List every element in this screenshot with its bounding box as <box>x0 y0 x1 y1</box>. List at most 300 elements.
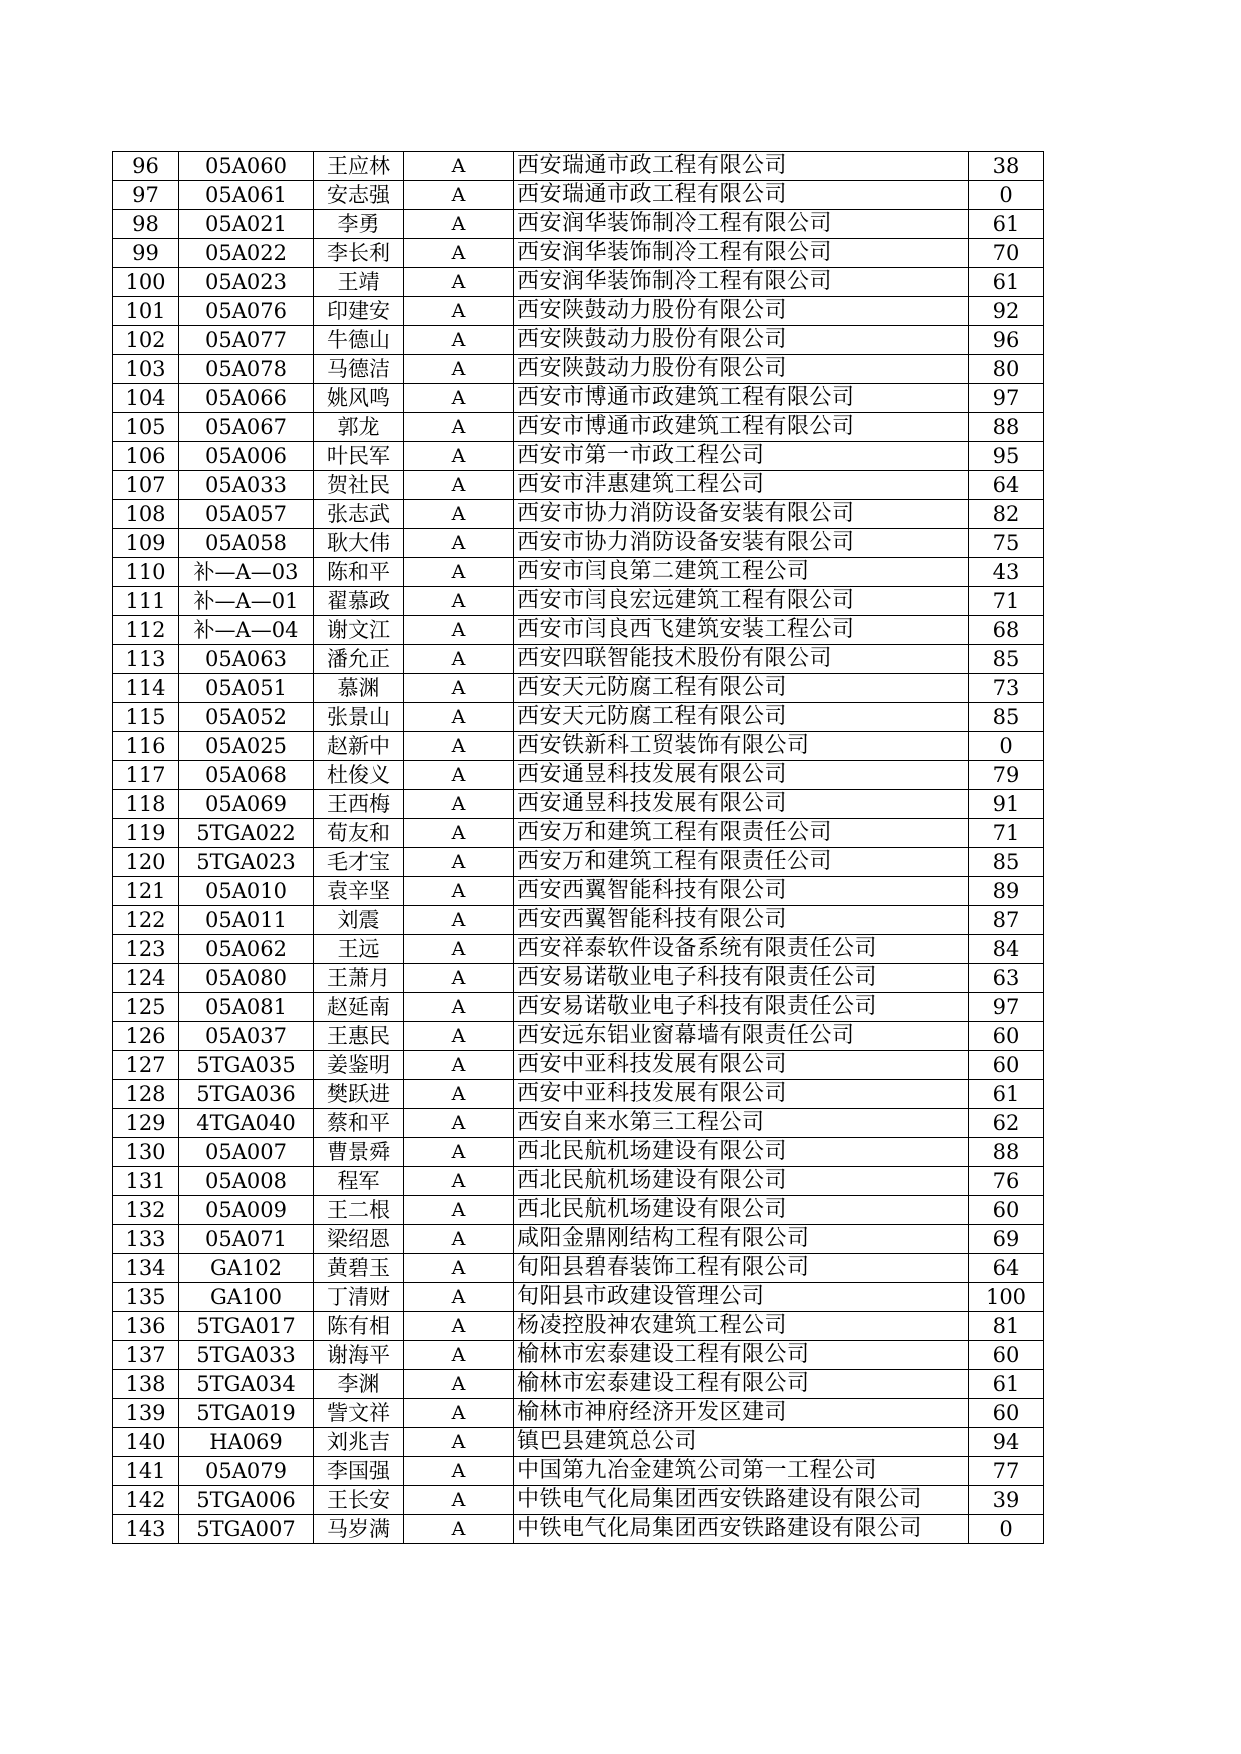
company-cell: 西安通昱科技发展有限公司 <box>514 761 969 790</box>
person-name-cell: 陈有相 <box>314 1312 404 1341</box>
row-number-cell: 131 <box>113 1167 179 1196</box>
company-cell: 西安天元防腐工程有限公司 <box>514 703 969 732</box>
row-number-cell: 106 <box>113 442 179 471</box>
grade-cell: A <box>404 355 514 384</box>
person-name-cell: 蔡和平 <box>314 1109 404 1138</box>
person-name-cell: 翟慕政 <box>314 587 404 616</box>
grade-cell: A <box>404 210 514 239</box>
grade-cell: A <box>404 1428 514 1457</box>
grade-cell: A <box>404 1312 514 1341</box>
table-row <box>113 210 1044 239</box>
certificate-code-cell: 05A037 <box>179 1022 314 1051</box>
row-number-cell: 109 <box>113 529 179 558</box>
company-cell: 西安陕鼓动力股份有限公司 <box>514 326 969 355</box>
certificate-code-cell: 05A061 <box>179 181 314 210</box>
certificate-code-cell: 5TGA022 <box>179 819 314 848</box>
score-cell: 39 <box>969 1486 1044 1515</box>
row-number-cell: 128 <box>113 1080 179 1109</box>
certificate-code-cell: 5TGA034 <box>179 1370 314 1399</box>
table-row <box>113 529 1044 558</box>
person-name-cell: 袁辛坚 <box>314 877 404 906</box>
row-number-cell: 100 <box>113 268 179 297</box>
score-cell: 87 <box>969 906 1044 935</box>
company-cell: 中铁电气化局集团西安铁路建设有限公司 <box>514 1515 969 1544</box>
row-number-cell: 96 <box>113 152 179 181</box>
table-row <box>113 819 1044 848</box>
certificate-code-cell: 05A079 <box>179 1457 314 1486</box>
row-number-cell: 99 <box>113 239 179 268</box>
row-number-cell: 132 <box>113 1196 179 1225</box>
company-cell: 西北民航机场建设有限公司 <box>514 1167 969 1196</box>
row-number-cell: 114 <box>113 674 179 703</box>
table-row <box>113 877 1044 906</box>
score-cell: 76 <box>969 1167 1044 1196</box>
company-cell: 西安润华装饰制冷工程有限公司 <box>514 268 969 297</box>
company-cell: 西安陕鼓动力股份有限公司 <box>514 355 969 384</box>
certificate-code-cell: 05A011 <box>179 906 314 935</box>
row-number-cell: 107 <box>113 471 179 500</box>
score-cell: 95 <box>969 442 1044 471</box>
company-cell: 西安自来水第三工程公司 <box>514 1109 969 1138</box>
person-name-cell: 王靖 <box>314 268 404 297</box>
grade-cell: A <box>404 993 514 1022</box>
certificate-code-cell: 补—A—04 <box>179 616 314 645</box>
row-number-cell: 111 <box>113 587 179 616</box>
score-cell: 96 <box>969 326 1044 355</box>
certificate-code-cell: 5TGA019 <box>179 1399 314 1428</box>
person-name-cell: 潘允正 <box>314 645 404 674</box>
table-row <box>113 1370 1044 1399</box>
grade-cell: A <box>404 645 514 674</box>
person-name-cell: 王惠民 <box>314 1022 404 1051</box>
company-cell: 榆林市神府经济开发区建司 <box>514 1399 969 1428</box>
row-number-cell: 97 <box>113 181 179 210</box>
table-row <box>113 239 1044 268</box>
certificate-code-cell: 05A023 <box>179 268 314 297</box>
row-number-cell: 104 <box>113 384 179 413</box>
row-number-cell: 129 <box>113 1109 179 1138</box>
table-row <box>113 674 1044 703</box>
score-cell: 38 <box>969 152 1044 181</box>
company-cell: 旬阳县市政建设管理公司 <box>514 1283 969 1312</box>
row-number-cell: 120 <box>113 848 179 877</box>
score-cell: 80 <box>969 355 1044 384</box>
company-cell: 西安市博通市政建筑工程有限公司 <box>514 413 969 442</box>
row-number-cell: 110 <box>113 558 179 587</box>
grade-cell: A <box>404 616 514 645</box>
table-row <box>113 1399 1044 1428</box>
score-cell: 61 <box>969 268 1044 297</box>
person-name-cell: 李勇 <box>314 210 404 239</box>
person-name-cell: 黄碧玉 <box>314 1254 404 1283</box>
person-name-cell: 耿大伟 <box>314 529 404 558</box>
table-row <box>113 761 1044 790</box>
score-cell: 89 <box>969 877 1044 906</box>
person-name-cell: 牛德山 <box>314 326 404 355</box>
grade-cell: A <box>404 471 514 500</box>
grade-cell: A <box>404 500 514 529</box>
score-cell: 61 <box>969 1370 1044 1399</box>
score-cell: 62 <box>969 1109 1044 1138</box>
person-name-cell: 王萧月 <box>314 964 404 993</box>
table-row <box>113 1109 1044 1138</box>
row-number-cell: 138 <box>113 1370 179 1399</box>
grade-cell: A <box>404 1370 514 1399</box>
score-cell: 79 <box>969 761 1044 790</box>
table-row <box>113 1515 1044 1544</box>
grade-cell: A <box>404 732 514 761</box>
company-cell: 西安祥泰软件设备系统有限责任公司 <box>514 935 969 964</box>
grade-cell: A <box>404 1051 514 1080</box>
person-name-cell: 张志武 <box>314 500 404 529</box>
score-cell: 85 <box>969 703 1044 732</box>
table-row <box>113 935 1044 964</box>
company-cell: 杨凌控股神农建筑工程公司 <box>514 1312 969 1341</box>
score-cell: 69 <box>969 1225 1044 1254</box>
table-row <box>113 993 1044 1022</box>
score-cell: 70 <box>969 239 1044 268</box>
score-cell: 60 <box>969 1196 1044 1225</box>
certificate-code-cell: 05A057 <box>179 500 314 529</box>
grade-cell: A <box>404 1399 514 1428</box>
score-cell: 68 <box>969 616 1044 645</box>
grade-cell: A <box>404 1486 514 1515</box>
table-row <box>113 1486 1044 1515</box>
person-name-cell: 姚风鸣 <box>314 384 404 413</box>
company-cell: 西安润华装饰制冷工程有限公司 <box>514 239 969 268</box>
company-cell: 咸阳金鼎刚结构工程有限公司 <box>514 1225 969 1254</box>
roster-table <box>112 151 1044 1544</box>
company-cell: 西安天元防腐工程有限公司 <box>514 674 969 703</box>
certificate-code-cell: 05A066 <box>179 384 314 413</box>
score-cell: 81 <box>969 1312 1044 1341</box>
company-cell: 镇巴县建筑总公司 <box>514 1428 969 1457</box>
table-row <box>113 326 1044 355</box>
table-row <box>113 1225 1044 1254</box>
row-number-cell: 123 <box>113 935 179 964</box>
row-number-cell: 134 <box>113 1254 179 1283</box>
grade-cell: A <box>404 1138 514 1167</box>
table-row <box>113 152 1044 181</box>
company-cell: 西安市闫良第二建筑工程公司 <box>514 558 969 587</box>
score-cell: 60 <box>969 1051 1044 1080</box>
table-row <box>113 268 1044 297</box>
grade-cell: A <box>404 268 514 297</box>
company-cell: 西北民航机场建设有限公司 <box>514 1138 969 1167</box>
certificate-code-cell: 补—A—01 <box>179 587 314 616</box>
roster-table-body <box>113 152 1044 1544</box>
table-row <box>113 732 1044 761</box>
grade-cell: A <box>404 964 514 993</box>
person-name-cell: 陈和平 <box>314 558 404 587</box>
row-number-cell: 105 <box>113 413 179 442</box>
certificate-code-cell: 05A006 <box>179 442 314 471</box>
table-row <box>113 790 1044 819</box>
score-cell: 64 <box>969 1254 1044 1283</box>
company-cell: 西安市协力消防设备安装有限公司 <box>514 500 969 529</box>
person-name-cell: 刘震 <box>314 906 404 935</box>
company-cell: 西安易诺敬业电子科技有限责任公司 <box>514 993 969 1022</box>
certificate-code-cell: 05A069 <box>179 790 314 819</box>
grade-cell: A <box>404 1341 514 1370</box>
company-cell: 西安四联智能技术股份有限公司 <box>514 645 969 674</box>
company-cell: 西安西翼智能科技有限公司 <box>514 877 969 906</box>
score-cell: 94 <box>969 1428 1044 1457</box>
row-number-cell: 115 <box>113 703 179 732</box>
certificate-code-cell: 05A008 <box>179 1167 314 1196</box>
certificate-code-cell: 5TGA007 <box>179 1515 314 1544</box>
table-row <box>113 1196 1044 1225</box>
grade-cell: A <box>404 1196 514 1225</box>
table-row <box>113 587 1044 616</box>
row-number-cell: 103 <box>113 355 179 384</box>
row-number-cell: 139 <box>113 1399 179 1428</box>
row-number-cell: 108 <box>113 500 179 529</box>
table-row <box>113 1254 1044 1283</box>
certificate-code-cell: HA069 <box>179 1428 314 1457</box>
person-name-cell: 李长利 <box>314 239 404 268</box>
grade-cell: A <box>404 587 514 616</box>
certificate-code-cell: 05A052 <box>179 703 314 732</box>
table-row <box>113 1283 1044 1312</box>
certificate-code-cell: 5TGA036 <box>179 1080 314 1109</box>
person-name-cell: 訾文祥 <box>314 1399 404 1428</box>
certificate-code-cell: 05A021 <box>179 210 314 239</box>
grade-cell: A <box>404 1109 514 1138</box>
grade-cell: A <box>404 674 514 703</box>
person-name-cell: 丁清财 <box>314 1283 404 1312</box>
company-cell: 西安西翼智能科技有限公司 <box>514 906 969 935</box>
grade-cell: A <box>404 297 514 326</box>
score-cell: 88 <box>969 1138 1044 1167</box>
person-name-cell: 郭龙 <box>314 413 404 442</box>
score-cell: 71 <box>969 587 1044 616</box>
row-number-cell: 127 <box>113 1051 179 1080</box>
table-row <box>113 1457 1044 1486</box>
table-row <box>113 442 1044 471</box>
grade-cell: A <box>404 1515 514 1544</box>
table-row <box>113 500 1044 529</box>
person-name-cell: 叶民军 <box>314 442 404 471</box>
score-cell: 88 <box>969 413 1044 442</box>
grade-cell: A <box>404 413 514 442</box>
grade-cell: A <box>404 1457 514 1486</box>
table-row <box>113 413 1044 442</box>
certificate-code-cell: 05A076 <box>179 297 314 326</box>
score-cell: 71 <box>969 819 1044 848</box>
person-name-cell: 樊跃进 <box>314 1080 404 1109</box>
certificate-code-cell: 5TGA006 <box>179 1486 314 1515</box>
score-cell: 77 <box>969 1457 1044 1486</box>
score-cell: 60 <box>969 1022 1044 1051</box>
table-row <box>113 297 1044 326</box>
certificate-code-cell: 05A062 <box>179 935 314 964</box>
row-number-cell: 116 <box>113 732 179 761</box>
company-cell: 西安市第一市政工程公司 <box>514 442 969 471</box>
row-number-cell: 143 <box>113 1515 179 1544</box>
company-cell: 西安瑞通市政工程有限公司 <box>514 152 969 181</box>
certificate-code-cell: 05A078 <box>179 355 314 384</box>
score-cell: 43 <box>969 558 1044 587</box>
row-number-cell: 113 <box>113 645 179 674</box>
score-cell: 61 <box>969 210 1044 239</box>
row-number-cell: 118 <box>113 790 179 819</box>
grade-cell: A <box>404 152 514 181</box>
table-row <box>113 1341 1044 1370</box>
certificate-code-cell: 05A067 <box>179 413 314 442</box>
grade-cell: A <box>404 1225 514 1254</box>
row-number-cell: 130 <box>113 1138 179 1167</box>
row-number-cell: 125 <box>113 993 179 1022</box>
score-cell: 64 <box>969 471 1044 500</box>
certificate-code-cell: 05A068 <box>179 761 314 790</box>
company-cell: 西安万和建筑工程有限责任公司 <box>514 848 969 877</box>
company-cell: 西安陕鼓动力股份有限公司 <box>514 297 969 326</box>
grade-cell: A <box>404 1254 514 1283</box>
score-cell: 84 <box>969 935 1044 964</box>
company-cell: 中铁电气化局集团西安铁路建设有限公司 <box>514 1486 969 1515</box>
score-cell: 60 <box>969 1341 1044 1370</box>
grade-cell: A <box>404 529 514 558</box>
person-name-cell: 杜俊义 <box>314 761 404 790</box>
certificate-code-cell: 05A080 <box>179 964 314 993</box>
grade-cell: A <box>404 848 514 877</box>
grade-cell: A <box>404 442 514 471</box>
grade-cell: A <box>404 326 514 355</box>
row-number-cell: 133 <box>113 1225 179 1254</box>
row-number-cell: 141 <box>113 1457 179 1486</box>
grade-cell: A <box>404 1022 514 1051</box>
grade-cell: A <box>404 1167 514 1196</box>
row-number-cell: 122 <box>113 906 179 935</box>
score-cell: 85 <box>969 848 1044 877</box>
grade-cell: A <box>404 761 514 790</box>
score-cell: 100 <box>969 1283 1044 1312</box>
company-cell: 榆林市宏泰建设工程有限公司 <box>514 1370 969 1399</box>
person-name-cell: 程军 <box>314 1167 404 1196</box>
score-cell: 92 <box>969 297 1044 326</box>
person-name-cell: 安志强 <box>314 181 404 210</box>
row-number-cell: 124 <box>113 964 179 993</box>
person-name-cell: 毛才宝 <box>314 848 404 877</box>
score-cell: 0 <box>969 181 1044 210</box>
company-cell: 西安中亚科技发展有限公司 <box>514 1051 969 1080</box>
certificate-code-cell: 5TGA023 <box>179 848 314 877</box>
table-row <box>113 645 1044 674</box>
table-row <box>113 384 1044 413</box>
certificate-code-cell: 05A081 <box>179 993 314 1022</box>
table-row <box>113 703 1044 732</box>
company-cell: 西安市沣惠建筑工程公司 <box>514 471 969 500</box>
grade-cell: A <box>404 790 514 819</box>
score-cell: 91 <box>969 790 1044 819</box>
company-cell: 西安远东铝业窗幕墙有限责任公司 <box>514 1022 969 1051</box>
row-number-cell: 112 <box>113 616 179 645</box>
table-row <box>113 1428 1044 1457</box>
company-cell: 榆林市宏泰建设工程有限公司 <box>514 1341 969 1370</box>
certificate-code-cell: 5TGA017 <box>179 1312 314 1341</box>
score-cell: 61 <box>969 1080 1044 1109</box>
person-name-cell: 赵新中 <box>314 732 404 761</box>
person-name-cell: 刘兆吉 <box>314 1428 404 1457</box>
certificate-code-cell: 05A022 <box>179 239 314 268</box>
person-name-cell: 印建安 <box>314 297 404 326</box>
certificate-code-cell: 05A063 <box>179 645 314 674</box>
grade-cell: A <box>404 935 514 964</box>
table-row <box>113 616 1044 645</box>
grade-cell: A <box>404 703 514 732</box>
grade-cell: A <box>404 1080 514 1109</box>
person-name-cell: 张景山 <box>314 703 404 732</box>
certificate-code-cell: 05A071 <box>179 1225 314 1254</box>
certificate-code-cell: GA102 <box>179 1254 314 1283</box>
score-cell: 73 <box>969 674 1044 703</box>
certificate-code-cell: 05A077 <box>179 326 314 355</box>
table-row <box>113 1051 1044 1080</box>
certificate-code-cell: 05A009 <box>179 1196 314 1225</box>
table-row <box>113 1167 1044 1196</box>
row-number-cell: 126 <box>113 1022 179 1051</box>
certificate-code-cell: 05A051 <box>179 674 314 703</box>
certificate-code-cell: 05A025 <box>179 732 314 761</box>
person-name-cell: 荀友和 <box>314 819 404 848</box>
company-cell: 西安市协力消防设备安装有限公司 <box>514 529 969 558</box>
company-cell: 西安润华装饰制冷工程有限公司 <box>514 210 969 239</box>
certificate-code-cell: 05A060 <box>179 152 314 181</box>
certificate-code-cell: GA100 <box>179 1283 314 1312</box>
row-number-cell: 101 <box>113 297 179 326</box>
person-name-cell: 谢文江 <box>314 616 404 645</box>
table-row <box>113 355 1044 384</box>
row-number-cell: 121 <box>113 877 179 906</box>
company-cell: 旬阳县碧春装饰工程有限公司 <box>514 1254 969 1283</box>
company-cell: 西安市博通市政建筑工程有限公司 <box>514 384 969 413</box>
score-cell: 0 <box>969 732 1044 761</box>
person-name-cell: 王远 <box>314 935 404 964</box>
table-row <box>113 181 1044 210</box>
score-cell: 63 <box>969 964 1044 993</box>
person-name-cell: 王长安 <box>314 1486 404 1515</box>
grade-cell: A <box>404 239 514 268</box>
certificate-code-cell: 05A010 <box>179 877 314 906</box>
row-number-cell: 140 <box>113 1428 179 1457</box>
row-number-cell: 98 <box>113 210 179 239</box>
table-row <box>113 964 1044 993</box>
score-cell: 0 <box>969 1515 1044 1544</box>
certificate-code-cell: 5TGA033 <box>179 1341 314 1370</box>
grade-cell: A <box>404 877 514 906</box>
company-cell: 西安市闫良西飞建筑安装工程公司 <box>514 616 969 645</box>
score-cell: 97 <box>969 384 1044 413</box>
score-cell: 85 <box>969 645 1044 674</box>
person-name-cell: 姜鉴明 <box>314 1051 404 1080</box>
table-row <box>113 1138 1044 1167</box>
person-name-cell: 贺社民 <box>314 471 404 500</box>
score-cell: 97 <box>969 993 1044 1022</box>
table-row <box>113 471 1044 500</box>
company-cell: 西安通昱科技发展有限公司 <box>514 790 969 819</box>
grade-cell: A <box>404 1283 514 1312</box>
company-cell: 西安中亚科技发展有限公司 <box>514 1080 969 1109</box>
row-number-cell: 117 <box>113 761 179 790</box>
grade-cell: A <box>404 384 514 413</box>
person-name-cell: 梁绍恩 <box>314 1225 404 1254</box>
score-cell: 60 <box>969 1399 1044 1428</box>
certificate-code-cell: 补—A—03 <box>179 558 314 587</box>
company-cell: 西安万和建筑工程有限责任公司 <box>514 819 969 848</box>
company-cell: 西北民航机场建设有限公司 <box>514 1196 969 1225</box>
table-row <box>113 558 1044 587</box>
